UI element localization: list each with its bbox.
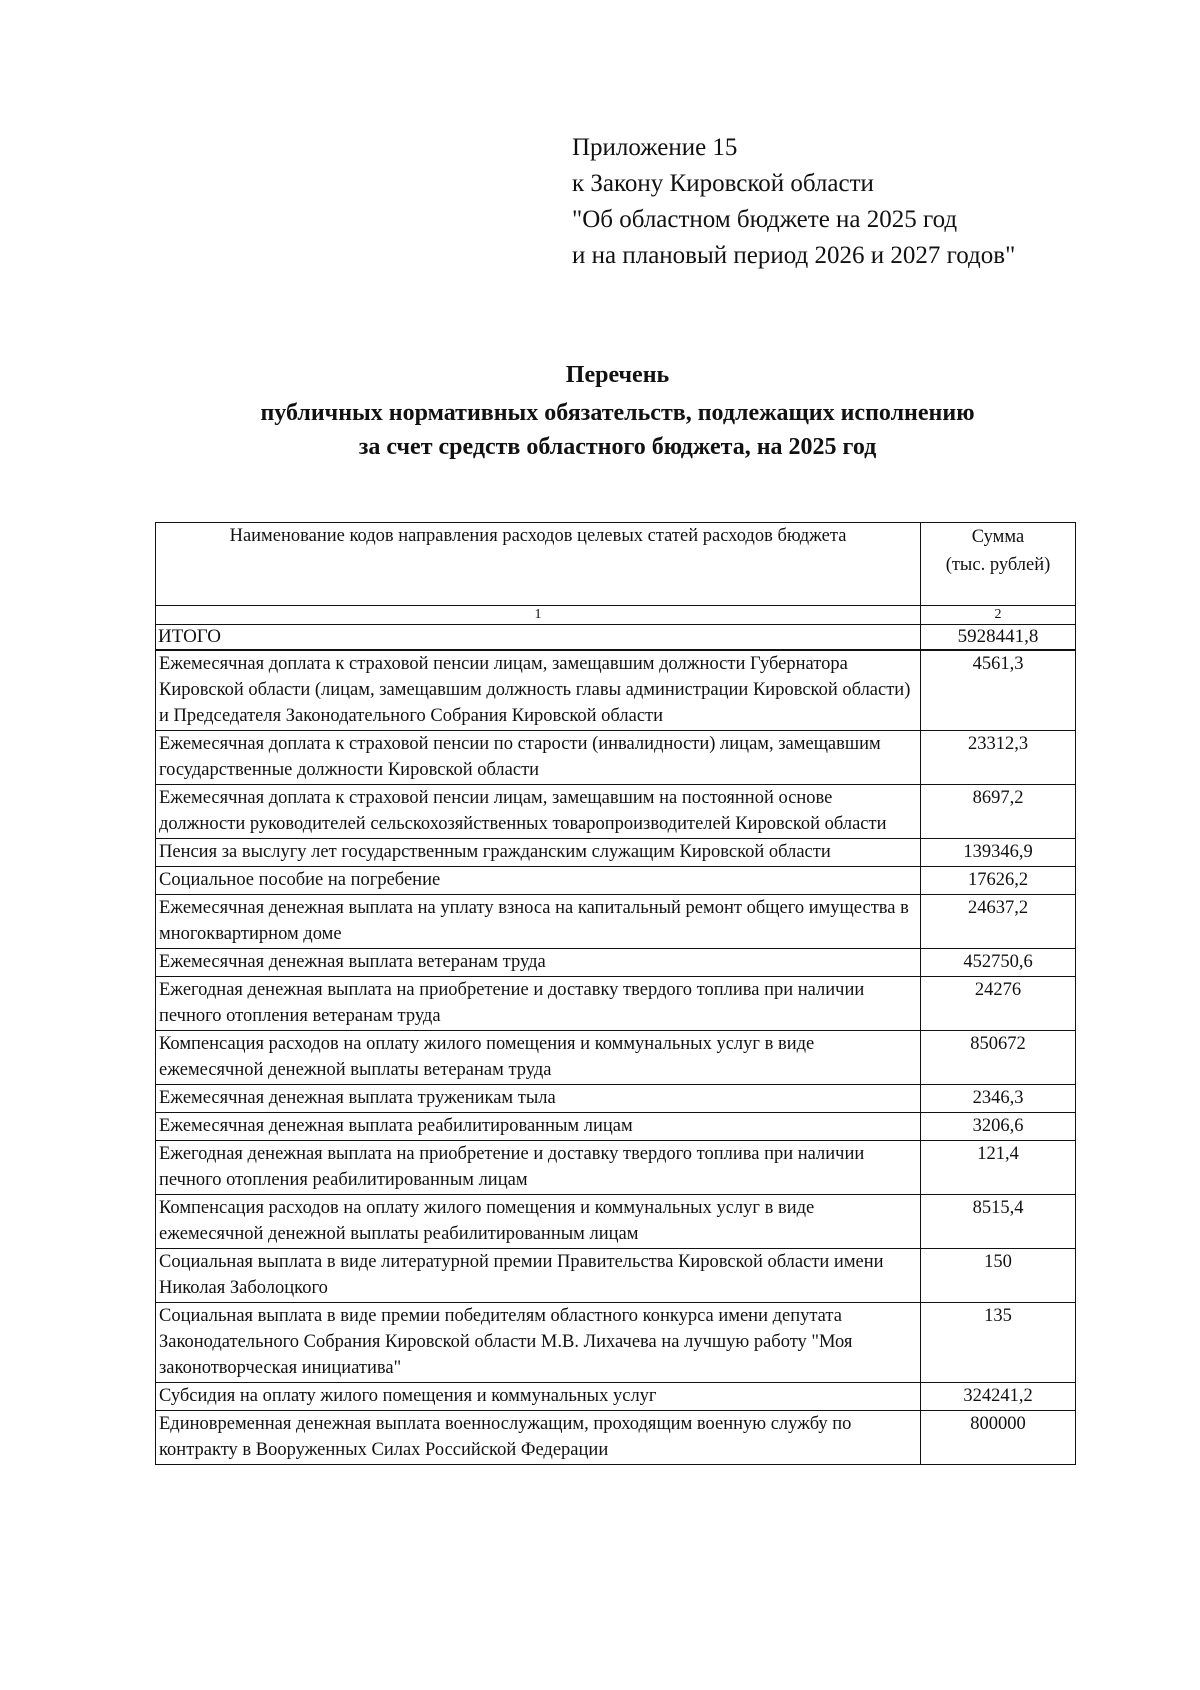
row-name-cell: Социальная выплата в виде премии победителям областного конкурса имени депутата Законодательного Собрания Кировской области М.В. Лихачева на лучшую работу "Моя законотворческая инициатива" [156, 1303, 921, 1383]
table-row [156, 1141, 1076, 1195]
row-sum-cell: 135 [921, 1303, 1076, 1383]
table-row [156, 839, 1076, 867]
total-label: ИТОГО [156, 625, 921, 651]
appendix-line: Приложение 15 [572, 134, 738, 161]
obligations-table [155, 522, 1076, 1465]
table-row [156, 1383, 1076, 1411]
total-row [156, 625, 1076, 651]
table-row [156, 1195, 1076, 1249]
row-sum-cell: 24276 [921, 977, 1076, 1031]
row-name-cell: Ежегодная денежная выплата на приобретение и доставку твердого топлива при наличии печного отопления ветеранам труда [156, 977, 921, 1031]
document-title: Перечень [565, 362, 670, 388]
table-row [156, 895, 1076, 949]
table-row [156, 650, 1076, 731]
row-sum-cell: 24637,2 [921, 895, 1076, 949]
row-sum-cell: 17626,2 [921, 867, 1076, 895]
row-sum-cell: 23312,3 [921, 731, 1076, 785]
total-sum: 5928441,8 [921, 625, 1076, 651]
header-sum-cell [921, 523, 1076, 606]
row-name-cell: Ежегодная денежная выплата на приобретение и доставку твердого топлива при наличии печного отопления реабилитированным лицам [156, 1141, 921, 1195]
table-body [156, 606, 1076, 1465]
row-name-cell: Ежемесячная доплата к страховой пенсии по старости (инвалидности) лицам, замещавшим государственные должности Кировской области [156, 731, 921, 785]
row-sum-cell: 121,4 [921, 1141, 1076, 1195]
column-number: 2 [921, 606, 1076, 625]
table-row [156, 1031, 1076, 1085]
header-name-cell: Наименование кодов направления расходов целевых статей расходов бюджета [156, 523, 921, 606]
row-sum-cell: 452750,6 [921, 949, 1076, 977]
row-sum-cell: 8515,4 [921, 1195, 1076, 1249]
row-sum-cell: 4561,3 [921, 650, 1076, 731]
row-name-cell: Ежемесячная денежная выплата на уплату взноса на капитальный ремонт общего имущества в многоквартирном доме [156, 895, 921, 949]
document-subtitle-line-1: публичных нормативных обязательств, подлежащих исполнению [260, 400, 975, 426]
row-sum-cell: 139346,9 [921, 839, 1076, 867]
row-name-cell: Социальная выплата в виде литературной премии Правительства Кировской области имени Николая Заболоцкого [156, 1249, 921, 1303]
table-row [156, 1411, 1076, 1465]
table-row [156, 867, 1076, 895]
table-row [156, 1303, 1076, 1383]
document-subtitle-line-2: за счет средств областного бюджета, на 2025 год [358, 434, 877, 460]
table-row [156, 731, 1076, 785]
row-sum-cell: 2346,3 [921, 1085, 1076, 1113]
table-row [156, 1085, 1076, 1113]
header-sum-label: Сумма [971, 527, 1025, 547]
row-name-cell: Ежемесячная денежная выплата ветеранам труда [156, 949, 921, 977]
row-name-cell: Ежемесячная доплата к страховой пенсии лицам, замещавшим должности Губернатора Кировской области (лицам, замещавшим должность главы администрации Кировской области) и Председателя Законодательного Собрания Кировской области [156, 650, 921, 731]
row-sum-cell: 150 [921, 1249, 1076, 1303]
table-row [156, 949, 1076, 977]
row-name-cell: Ежемесячная денежная выплата реабилитированным лицам [156, 1113, 921, 1141]
table-row [156, 1113, 1076, 1141]
row-sum-cell: 324241,2 [921, 1383, 1076, 1411]
column-numbers-row [156, 606, 1076, 625]
table-row [156, 785, 1076, 839]
appendix-line: к Закону Кировской области [572, 170, 874, 197]
appendix-reference [572, 130, 1015, 274]
row-name-cell: Субсидия на оплату жилого помещения и коммунальных услуг [156, 1383, 921, 1411]
table-header-row [156, 523, 1076, 606]
row-name-cell: Компенсация расходов на оплату жилого помещения и коммунальных услуг в виде ежемесячной денежной выплаты ветеранам труда [156, 1031, 921, 1085]
row-name-cell: Ежемесячная доплата к страховой пенсии лицам, замещавшим на постоянной основе должности руководителей сельскохозяйственных товаропроизводителей Кировской области [156, 785, 921, 839]
row-sum-cell: 850672 [921, 1031, 1076, 1085]
table-row [156, 977, 1076, 1031]
row-name-cell: Социальное пособие на погребение [156, 867, 921, 895]
row-name-cell: Единовременная денежная выплата военнослужащим, проходящим военную службу по контракту в Вооруженных Силах Российской Федерации [156, 1411, 921, 1465]
row-sum-cell: 3206,6 [921, 1113, 1076, 1141]
row-sum-cell: 800000 [921, 1411, 1076, 1465]
row-name-cell: Компенсация расходов на оплату жилого помещения и коммунальных услуг в виде ежемесячной денежной выплаты реабилитированным лицам [156, 1195, 921, 1249]
row-sum-cell: 8697,2 [921, 785, 1076, 839]
appendix-line: "Об областном бюджете на 2025 год [572, 206, 958, 233]
table-row [156, 1249, 1076, 1303]
column-number: 1 [156, 606, 921, 625]
appendix-line: и на плановый период 2026 и 2027 годов" [572, 242, 1016, 269]
header-sum-unit: (тыс. рублей) [945, 555, 1051, 575]
row-name-cell: Пенсия за выслугу лет государственным гражданским служащим Кировской области [156, 839, 921, 867]
row-name-cell: Ежемесячная денежная выплата труженикам тыла [156, 1085, 921, 1113]
